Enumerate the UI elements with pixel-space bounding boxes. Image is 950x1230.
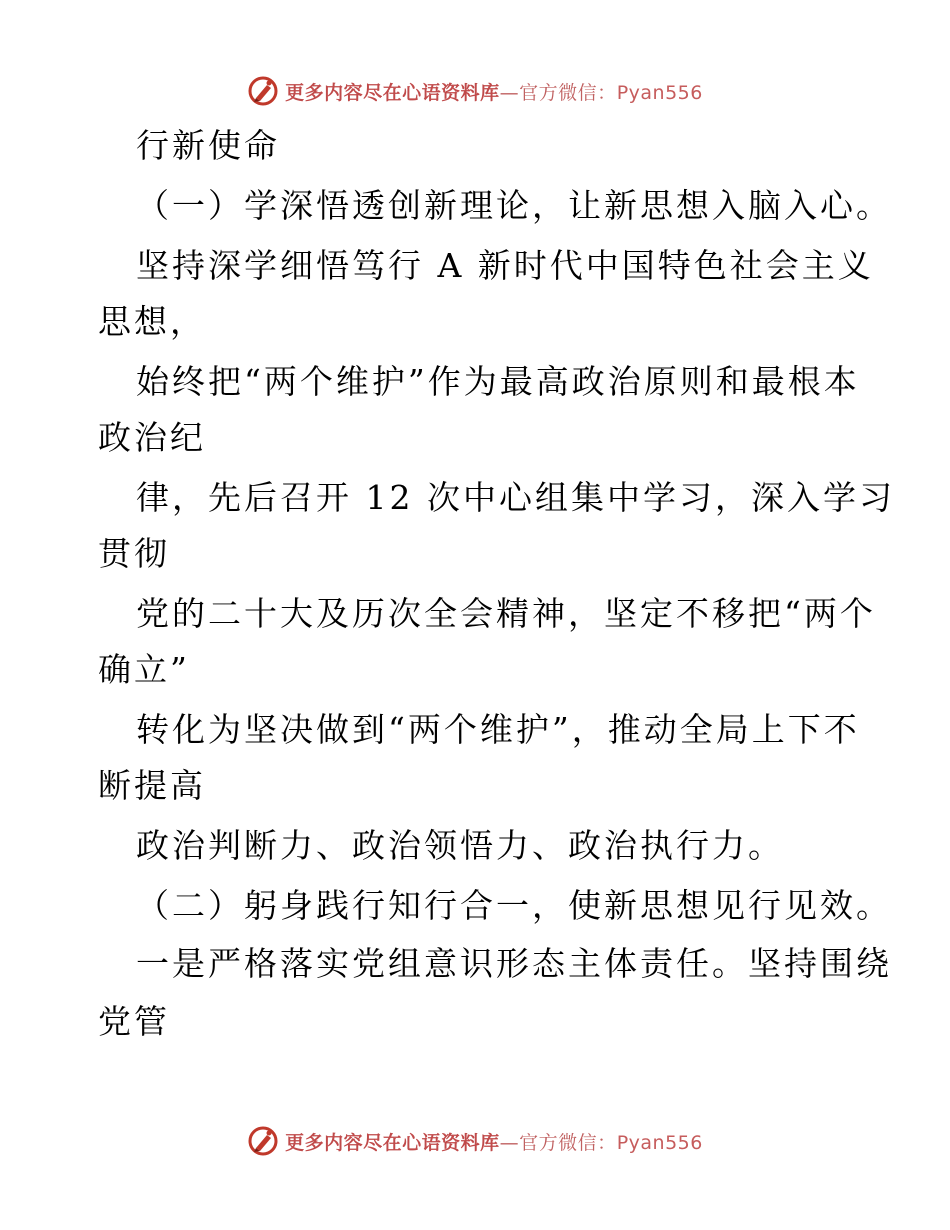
text-line: 确立” xyxy=(98,650,190,689)
watermark-main-text: 更多内容尽在心语资料库 xyxy=(285,81,500,104)
text-line: 贯彻 xyxy=(98,534,170,573)
watermark-separator: — xyxy=(499,1131,520,1154)
text-line: 政治判断力、政治领悟力、政治执行力。 xyxy=(136,826,784,865)
text-line: 思想， xyxy=(98,302,206,341)
text-line: 党管 xyxy=(98,1002,170,1041)
watermark-main-text: 更多内容尽在心语资料库 xyxy=(285,1131,500,1154)
watermark-label: 官方微信： xyxy=(519,81,617,104)
text-line: 始终把“两个维护”作为最高政治原则和最根本 xyxy=(136,362,860,401)
section-heading-2: （二）躬身践行知行合一，使新思想见行见效。 xyxy=(136,886,892,925)
watermark-separator: — xyxy=(499,81,520,104)
pen-logo-icon xyxy=(247,1125,279,1157)
watermark-id: Pyan556 xyxy=(616,1131,703,1154)
text-line: 断提高 xyxy=(98,766,206,805)
text-line: 政治纪 xyxy=(98,418,206,457)
text-line: 党的二十大及历次全会精神，坚定不移把“两个 xyxy=(136,594,876,633)
text-line: 律，先后召开 12 次中心组集中学习，深入学习 xyxy=(136,478,895,517)
section-heading-1: （一）学深悟透创新理论，让新思想入脑入心。 xyxy=(136,186,892,225)
text-line: 坚持深学细悟笃行 A 新时代中国特色社会主义 xyxy=(136,246,874,285)
footer-watermark xyxy=(0,1124,950,1158)
text-line: 一是严格落实党组意识形态主体责任。坚持围绕 xyxy=(136,944,892,983)
pen-logo-icon xyxy=(247,75,279,107)
text-line: 行新使命 xyxy=(136,126,280,165)
watermark-id: Pyan556 xyxy=(616,81,703,104)
header-watermark xyxy=(0,74,950,108)
watermark-label: 官方微信： xyxy=(519,1131,617,1154)
text-line: 转化为坚决做到“两个维护”，推动全局上下不 xyxy=(136,710,860,749)
